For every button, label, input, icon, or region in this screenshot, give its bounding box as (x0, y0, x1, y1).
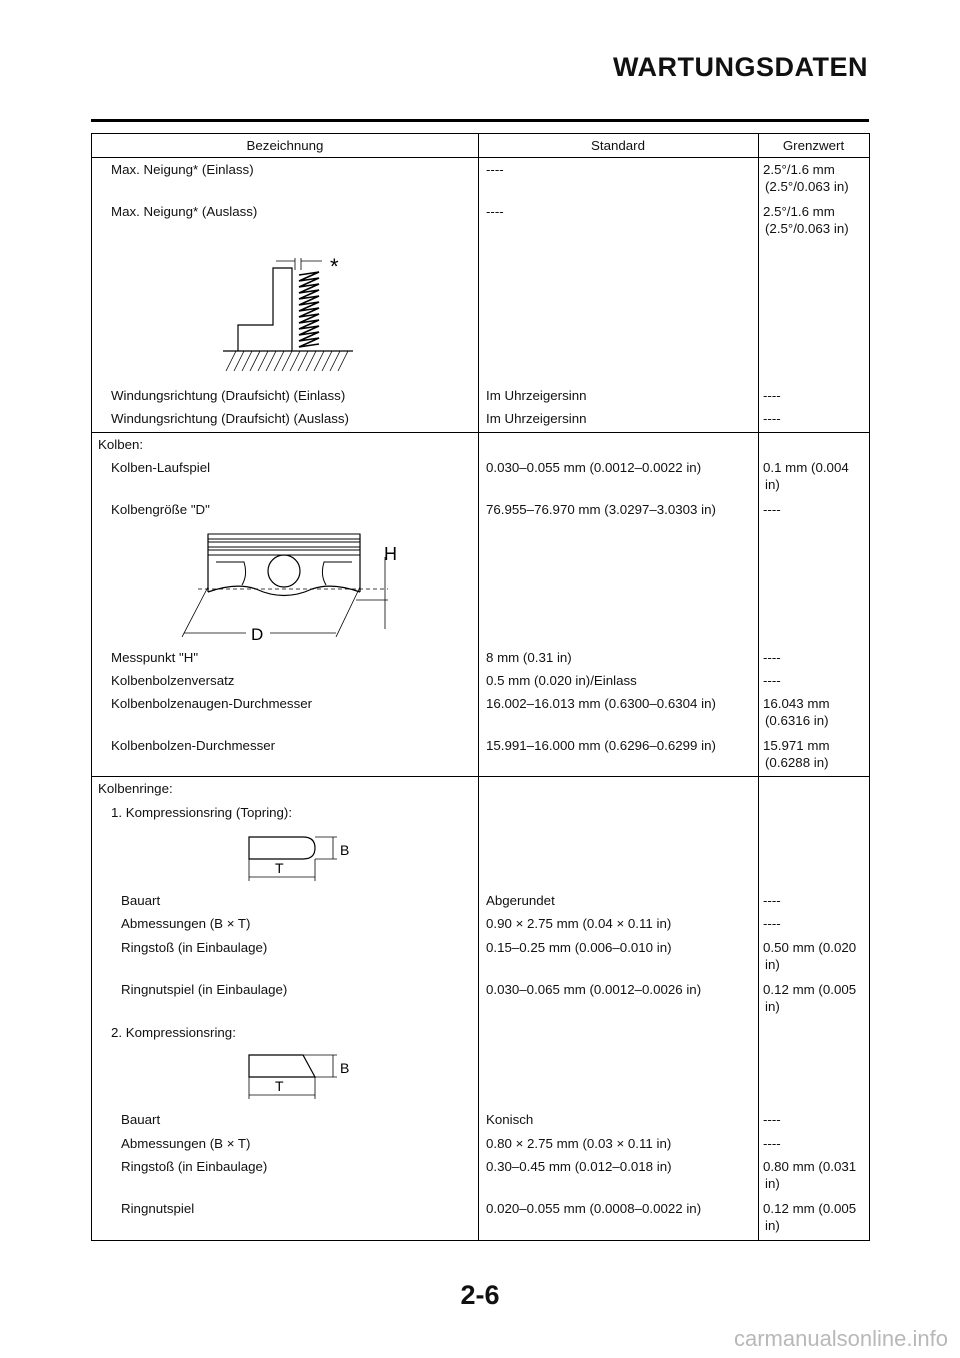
row-standard: 0.5 mm (0.020 in)/Einlass (486, 673, 637, 688)
ring1-b-label: B (340, 842, 350, 858)
row-label: Kolbengröße "D" (111, 502, 210, 517)
row-limit: 0.1 mm (0.004 (763, 460, 849, 475)
column-header-limit: Grenzwert (782, 138, 845, 153)
row-standard: 76.955–76.970 mm (3.0297–3.0303 in) (486, 502, 716, 517)
row-label: Ringnutspiel (121, 1201, 195, 1216)
ring1-t-label: T (275, 860, 284, 876)
row-label: Messpunkt "H" (111, 650, 199, 665)
maintenance-data-table (91, 133, 870, 1241)
section-divider (92, 776, 869, 777)
row-limit: 0.50 mm (0.020 (763, 940, 857, 955)
section-heading: Kolben: (98, 437, 144, 452)
section-divider (92, 432, 869, 433)
row-standard: ---- (486, 204, 504, 219)
piston-d-label: D (251, 625, 264, 644)
subsection-heading: 1. Kompressionsring (Topring): (111, 805, 293, 820)
piston-diagram (176, 527, 406, 647)
row-limit: ---- (763, 1136, 781, 1151)
row-label: Max. Neigung* (Einlass) (111, 162, 254, 177)
row-limit: (0.6316 in) (765, 713, 829, 728)
row-limit: ---- (763, 916, 781, 931)
row-label: Ringstoß (in Einbaulage) (121, 1159, 268, 1174)
row-limit: 2.5°/1.6 mm (763, 204, 835, 219)
piston-h-label: H (384, 544, 397, 564)
row-label: Abmessungen (B × T) (121, 916, 251, 931)
row-limit: in) (765, 1176, 780, 1191)
row-limit: 15.971 mm (763, 738, 830, 753)
row-limit: ---- (763, 502, 781, 517)
watermark: carmanualsonline.info (733, 1326, 948, 1351)
row-limit: ---- (763, 411, 781, 426)
row-standard: ---- (486, 162, 504, 177)
row-limit: (2.5°/0.063 in) (765, 179, 849, 194)
row-limit: (0.6288 in) (765, 755, 829, 770)
header-rule (91, 119, 869, 122)
top-ring-profile-diagram (239, 831, 359, 883)
subsection-heading: 2. Kompressionsring: (111, 1025, 236, 1040)
page-number: 2-6 (460, 1280, 500, 1310)
header-divider (92, 157, 869, 158)
row-limit: 16.043 mm (763, 696, 830, 711)
section-heading: Kolbenringe: (98, 781, 173, 796)
row-standard: 15.991–16.000 mm (0.6296–0.6299 in) (486, 738, 716, 753)
row-standard: 0.80 × 2.75 mm (0.03 × 0.11 in) (486, 1136, 672, 1151)
column-header-name: Bezeichnung (246, 138, 324, 153)
row-standard: 0.020–0.055 mm (0.0008–0.0022 in) (486, 1201, 702, 1216)
row-label: Bauart (121, 1112, 161, 1127)
row-standard: 0.90 × 2.75 mm (0.04 × 0.11 in) (486, 916, 672, 931)
row-label: Kolbenbolzenaugen-Durchmesser (111, 696, 313, 711)
row-standard: Im Uhrzeigersinn (486, 411, 587, 426)
ring2-b-label: B (340, 1060, 350, 1076)
row-standard: Abgerundet (486, 893, 555, 908)
row-label: Windungsrichtung (Draufsicht) (Einlass) (111, 388, 346, 403)
row-limit: ---- (763, 893, 781, 908)
row-label: Kolben-Laufspiel (111, 460, 211, 475)
column-divider (758, 134, 759, 1240)
row-label: Kolbenbolzenversatz (111, 673, 235, 688)
row-standard: 8 mm (0.31 in) (486, 650, 572, 665)
row-standard: Im Uhrzeigersinn (486, 388, 587, 403)
row-standard: 0.030–0.055 mm (0.0012–0.0022 in) (486, 460, 702, 475)
row-limit: (2.5°/0.063 in) (765, 221, 849, 236)
page-title: WARTUNGSDATEN (613, 52, 868, 82)
column-header-standard: Standard (591, 138, 645, 153)
row-limit: 2.5°/1.6 mm (763, 162, 835, 177)
row-standard: Konisch (486, 1112, 534, 1127)
row-limit: ---- (763, 388, 781, 403)
row-limit: ---- (763, 650, 781, 665)
row-label: Kolbenbolzen-Durchmesser (111, 738, 276, 753)
row-limit: ---- (763, 1112, 781, 1127)
row-limit: in) (765, 999, 780, 1014)
row-limit: ---- (763, 673, 781, 688)
row-limit: 0.80 mm (0.031 (763, 1159, 857, 1174)
row-label: Ringnutspiel (in Einbaulage) (121, 982, 288, 997)
second-ring-profile-diagram (239, 1049, 359, 1101)
row-limit: in) (765, 477, 780, 492)
row-standard: 16.002–16.013 mm (0.6300–0.6304 in) (486, 696, 716, 711)
row-label: Bauart (121, 893, 161, 908)
row-label: Max. Neigung* (Auslass) (111, 204, 258, 219)
spring-tilt-diagram (218, 244, 358, 374)
row-label: Ringstoß (in Einbaulage) (121, 940, 268, 955)
row-limit: 0.12 mm (0.005 (763, 982, 857, 997)
column-divider (478, 134, 479, 1240)
row-standard: 0.30–0.45 mm (0.012–0.018 in) (486, 1159, 672, 1174)
spring-tilt-label: * (330, 254, 339, 279)
ring2-t-label: T (275, 1078, 284, 1094)
row-limit: in) (765, 957, 780, 972)
row-limit: 0.12 mm (0.005 (763, 1201, 857, 1216)
row-limit: in) (765, 1218, 780, 1233)
row-standard: 0.030–0.065 mm (0.0012–0.0026 in) (486, 982, 702, 997)
row-standard: 0.15–0.25 mm (0.006–0.010 in) (486, 940, 672, 955)
row-label: Abmessungen (B × T) (121, 1136, 251, 1151)
row-label: Windungsrichtung (Draufsicht) (Auslass) (111, 411, 349, 426)
